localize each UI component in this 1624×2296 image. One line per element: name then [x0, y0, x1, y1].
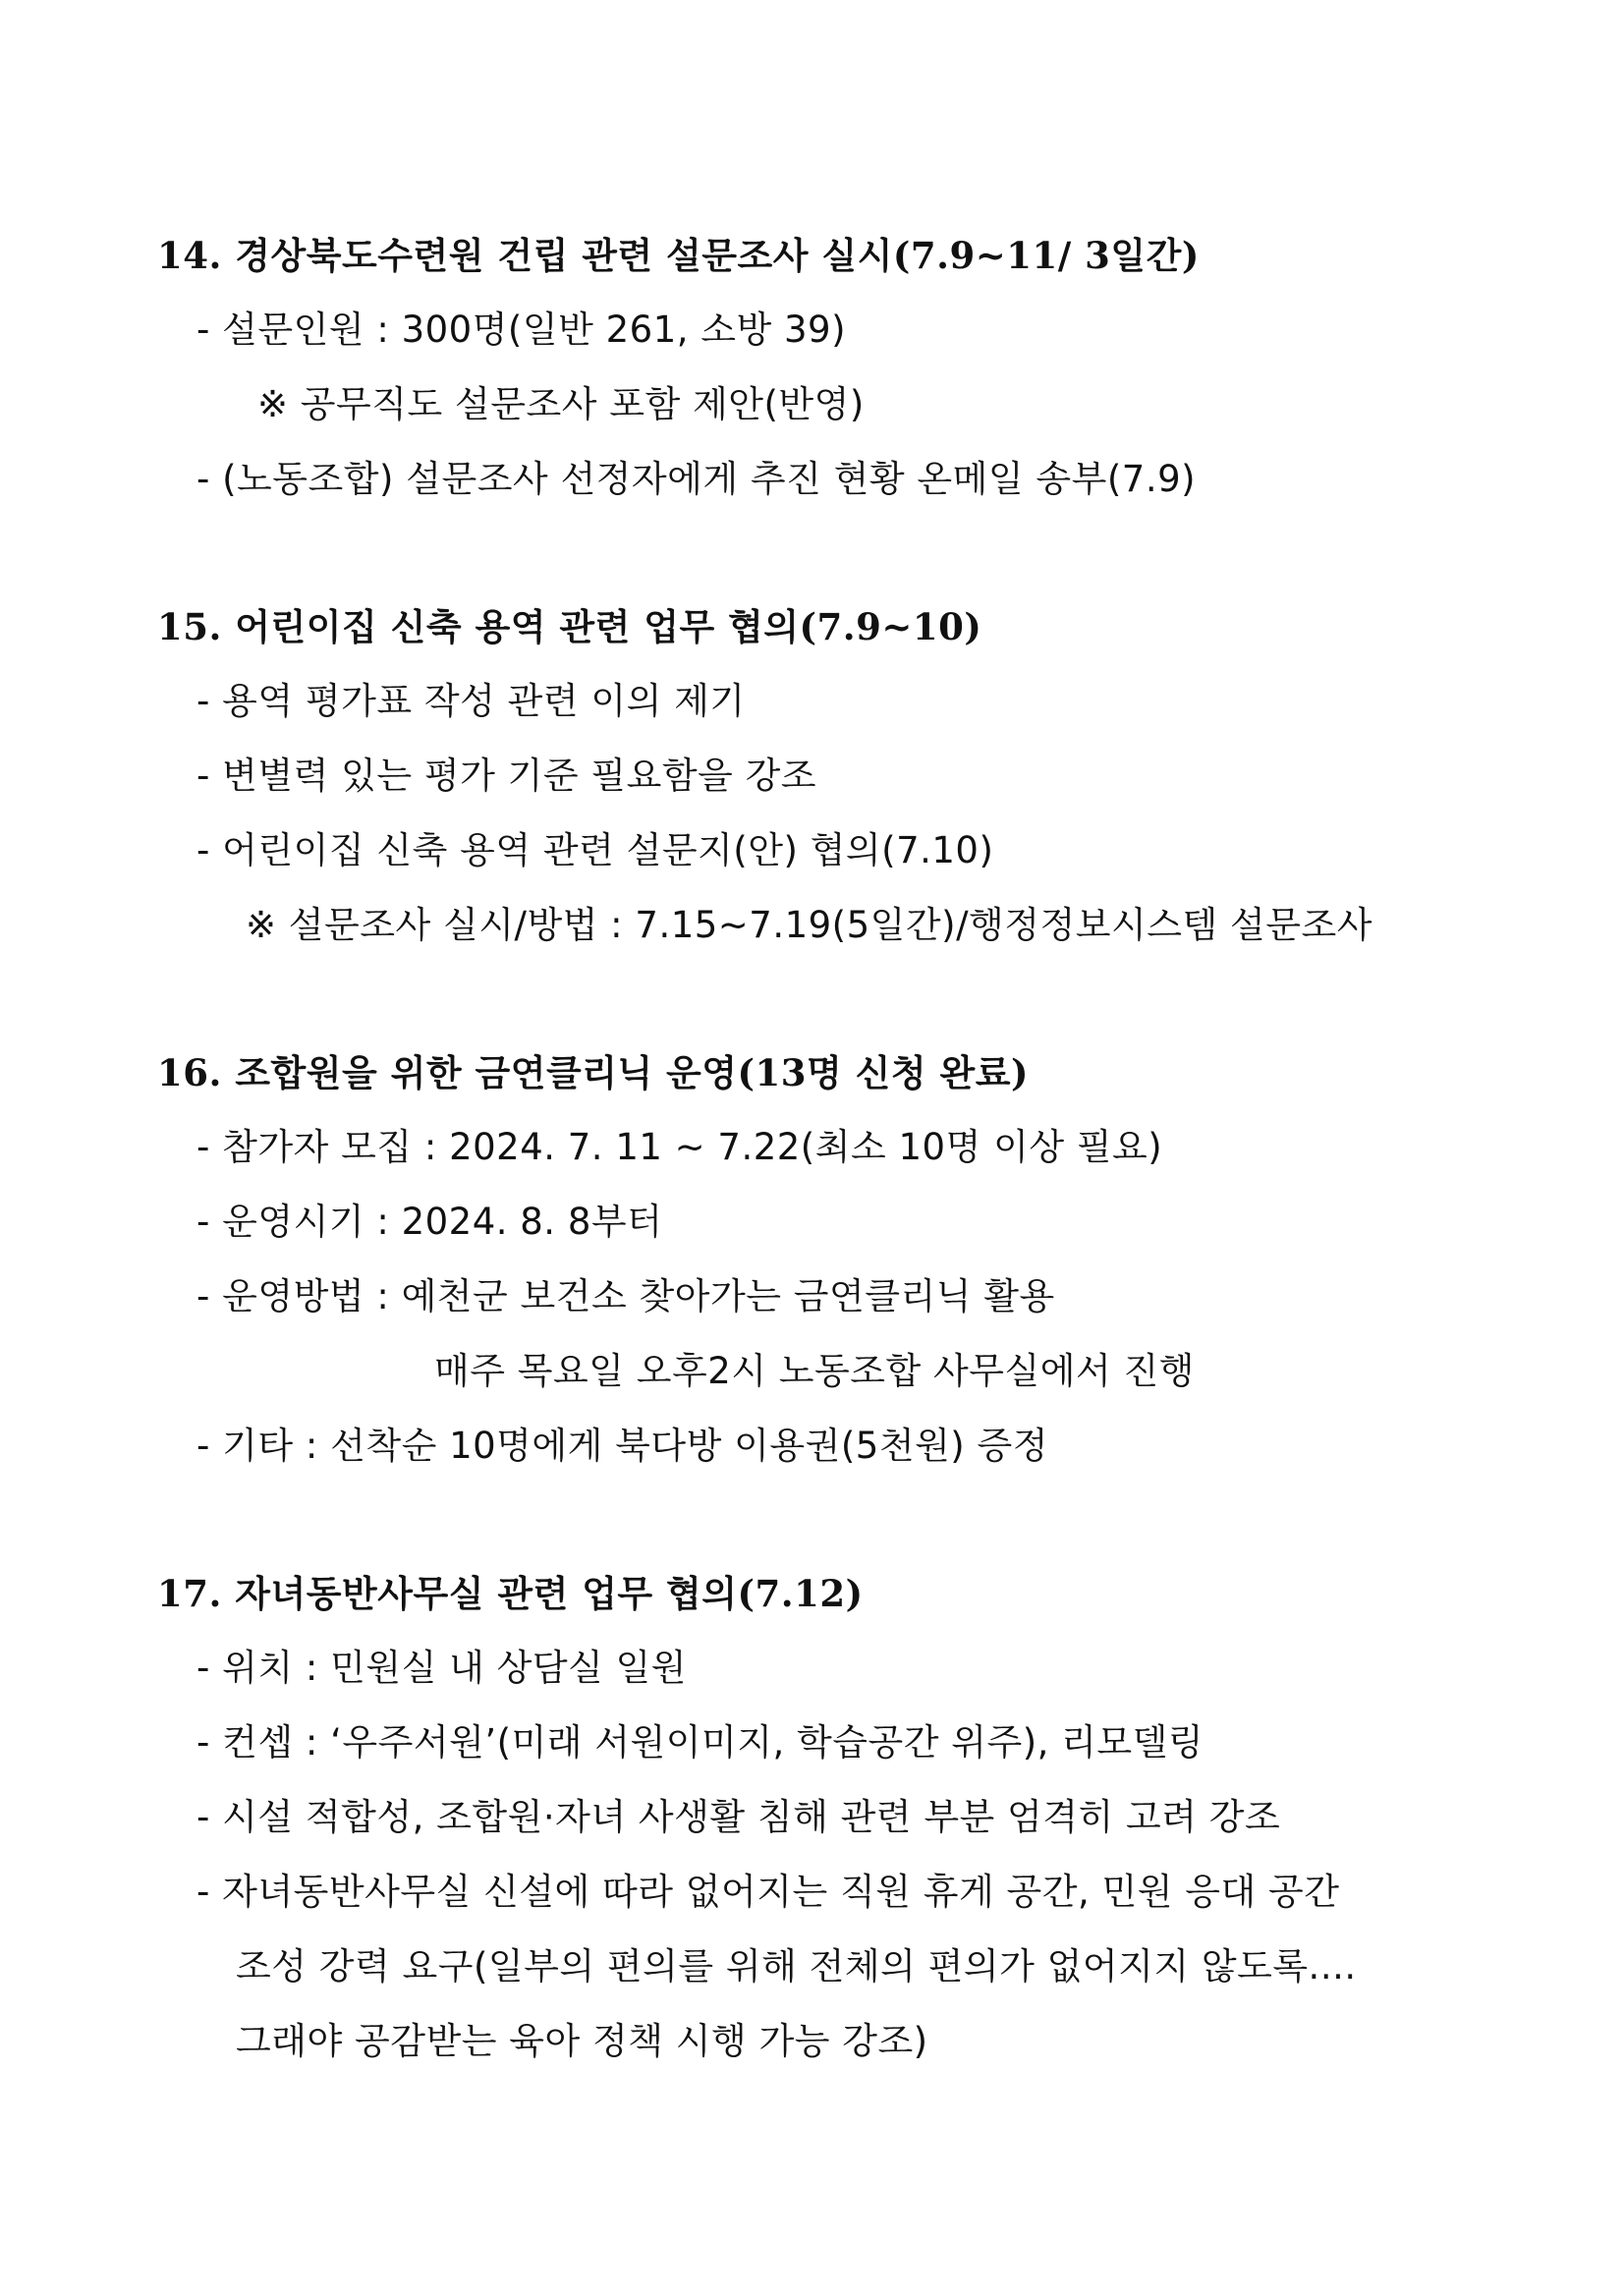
section-heading-14: 14. 경상북도수련원 건립 관련 설문조사 실시(7.9~11/ 3일간): [157, 234, 1200, 277]
list-item: - (노동조합) 설문조사 선정자에게 추진 현황 온메일 송부(7.9): [196, 458, 1197, 500]
list-item: - 위치 : 민원실 내 상담실 일원: [196, 1647, 688, 1689]
list-item: - 참가자 모집 : 2024. 7. 11 ~ 7.22(최소 10명 이상 필요): [196, 1126, 1163, 1168]
list-item: - 설문인원 : 300명(일반 261, 소방 39): [196, 308, 847, 351]
note-item: ※ 공무직도 설문조사 포함 제안(반영): [257, 383, 865, 425]
list-item-continuation: 조성 강력 요구(일부의 편의를 위해 전체의 편의가 없어지지 않도록....: [236, 1945, 1357, 1988]
list-item: - 어린이집 신축 용역 관련 설문지(안) 협의(7.10): [196, 829, 994, 871]
list-item: - 시설 적합성, 조합원·자녀 사생활 침해 관련 부분 엄격히 고려 강조: [196, 1796, 1281, 1838]
list-item: - 컨셉 : ‘우주서원’(미래 서원이미지, 학습공간 위주), 리모델링: [196, 1721, 1204, 1764]
note-item: ※ 설문조사 실시/방법 : 7.15~7.19(5일간)/행정정보시스템 설문조사: [246, 904, 1372, 946]
section-heading-17: 17. 자녀동반사무실 관련 업무 협의(7.12): [157, 1572, 864, 1615]
list-item: - 용역 평가표 작성 관련 이의 제기: [196, 680, 746, 722]
list-item-continuation: 매주 목요일 오후2시 노동조합 사무실에서 진행: [434, 1350, 1195, 1392]
list-item: - 자녀동반사무실 신설에 따라 없어지는 직원 휴게 공간, 민원 응대 공간: [196, 1871, 1340, 1913]
section-heading-16: 16. 조합원을 위한 금연클리닉 운영(13명 신청 완료): [157, 1051, 1030, 1094]
list-item-continuation: 그래야 공감받는 육아 정책 시행 가능 강조): [236, 2020, 928, 2062]
section-heading-15: 15. 어린이집 신축 용역 관련 업무 협의(7.9~10): [157, 605, 982, 648]
list-item: - 기타 : 선착순 10명에게 북다방 이용권(5천원) 증정: [196, 1425, 1048, 1467]
list-item: - 변별력 있는 평가 기준 필요함을 강조: [196, 755, 817, 797]
list-item: - 운영방법 : 예천군 보건소 찾아가는 금연클리닉 활용: [196, 1275, 1055, 1317]
list-item: - 운영시기 : 2024. 8. 8부터: [196, 1201, 663, 1243]
